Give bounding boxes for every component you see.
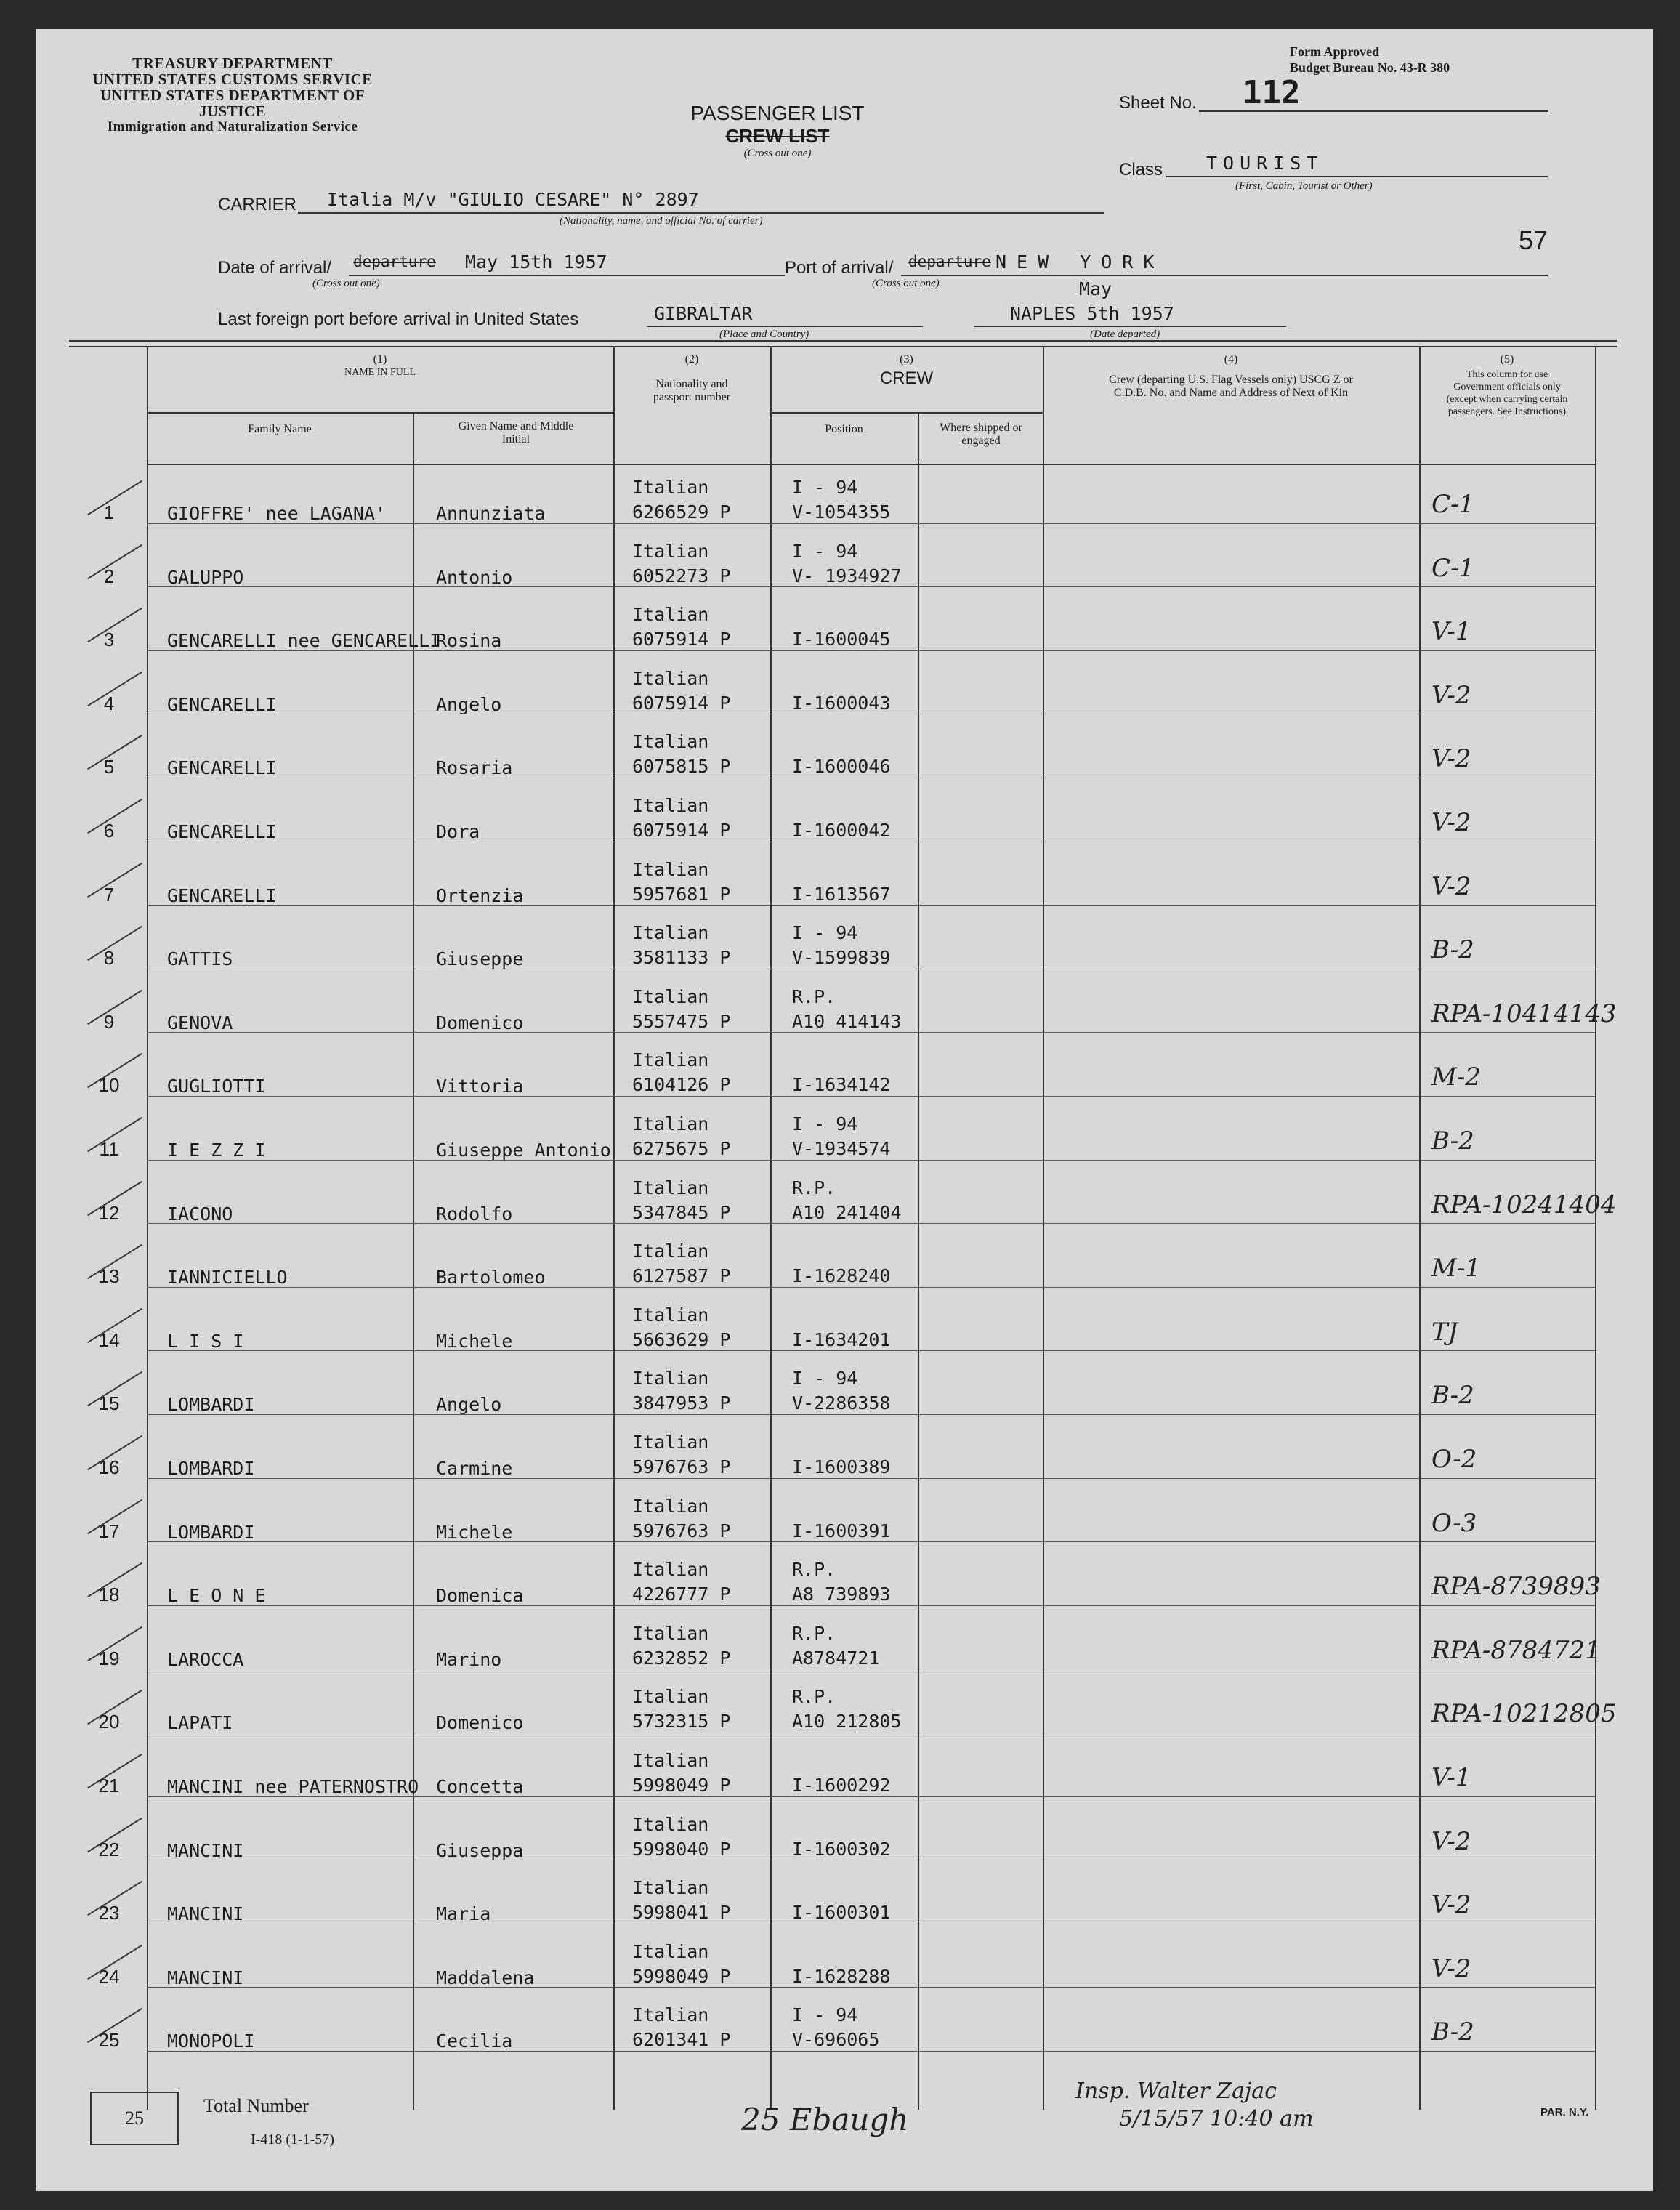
position-line2: A8 739893 — [792, 1584, 891, 1605]
carrier-hint: (Nationality, name, and official No. of carrier) — [560, 215, 763, 227]
inspection-datetime: 5/15/57 10:40 am — [1119, 2106, 1314, 2132]
nationality: Italian — [632, 2004, 709, 2026]
position-line2: I-1613567 — [792, 883, 891, 905]
row-number: 5 — [103, 756, 115, 778]
row-number: 12 — [98, 1201, 120, 1224]
row-number: 21 — [98, 1775, 120, 1796]
nationality: Italian — [632, 985, 709, 1007]
class-hint: (First, Cabin, Tourist or Other) — [1235, 180, 1373, 192]
agency-block — [65, 55, 400, 135]
position-heading: Position — [825, 423, 863, 435]
passport-number: 6075914 P — [632, 629, 731, 650]
date-value: May 15th 1957 — [465, 251, 607, 273]
nationality: Italian — [632, 1813, 709, 1835]
table-row — [36, 1102, 1653, 1166]
family-name: GENCARELLI — [167, 821, 277, 842]
given-name: Antonio — [436, 566, 513, 588]
cross-out-hint-port: (Cross out one) — [872, 278, 940, 289]
passport-number: 6052273 P — [632, 565, 731, 586]
family-name: MANCINI — [167, 1839, 244, 1861]
nationality: Italian — [632, 1495, 709, 1517]
position-line1: I - 94 — [792, 1113, 858, 1134]
passport-number: 5998040 P — [632, 1838, 731, 1860]
agency-line: Immigration and Naturalization Service — [107, 119, 358, 134]
given-name: Bartolomeo — [436, 1267, 546, 1289]
handwritten-count: 25 Ebaugh — [741, 2102, 909, 2137]
position-line2: A10 241404 — [792, 1201, 902, 1223]
col5-heading — [1419, 353, 1595, 418]
official-note: V-2 — [1431, 744, 1471, 774]
class-label: Class — [1119, 160, 1163, 180]
col2-heading — [613, 353, 770, 404]
col3-heading — [770, 353, 1043, 388]
col5-title: This column for use Government officials only (except when carrying certain passengers. See Instructions) — [1446, 369, 1568, 417]
official-note: B-2 — [1431, 1126, 1474, 1156]
given-name: Vittoria — [436, 1076, 524, 1097]
official-note: B-2 — [1431, 935, 1474, 965]
family-name: L I S I — [167, 1330, 244, 1352]
row-number: 1 — [103, 501, 115, 523]
given-name: Cecilia — [436, 2030, 513, 2052]
official-note: V-2 — [1431, 871, 1471, 901]
position-line2: I-1628288 — [792, 1965, 891, 1987]
where-heading: Where shipped or engaged — [940, 422, 1022, 447]
passport-number: 3847953 P — [632, 1392, 731, 1414]
row-number: 3 — [103, 629, 115, 651]
passport-number: 6127587 P — [632, 1265, 731, 1287]
row-number: 9 — [103, 1010, 115, 1033]
row-number: 22 — [98, 1838, 120, 1860]
table-row — [36, 1484, 1653, 1548]
total-label: Total Number — [203, 2095, 309, 2116]
passport-number: 5976763 P — [632, 1520, 731, 1541]
nationality: Italian — [632, 1368, 709, 1390]
form-number: I-418 (1-1-57) — [251, 2132, 334, 2148]
position-line1: I - 94 — [792, 540, 858, 562]
page-title: PASSENGER LIST — [690, 102, 865, 124]
row-number: 11 — [99, 1138, 119, 1160]
col2-number: (2) — [684, 353, 699, 366]
row-number: 4 — [103, 692, 115, 714]
passport-number: 6232852 P — [632, 1647, 731, 1669]
table-row — [36, 529, 1653, 593]
col1-heading — [147, 353, 613, 379]
port-struck: departure — [908, 253, 991, 270]
given-name: Maria — [436, 1903, 491, 1925]
col4-heading — [1043, 353, 1419, 400]
family-name: GENCARELLI — [167, 693, 277, 715]
position-line2: I-1634142 — [792, 1074, 891, 1096]
nationality: Italian — [632, 1177, 709, 1198]
col1-title: NAME IN FULL — [344, 367, 416, 378]
family-name: GATTIS — [167, 948, 233, 970]
row-divider — [147, 1032, 1595, 1033]
sheet-number: 112 — [1243, 74, 1301, 111]
family-name: LAPATI — [167, 1712, 233, 1734]
row-number: 14 — [98, 1328, 120, 1351]
position-line1: R.P. — [792, 1686, 836, 1708]
given-name: Marino — [436, 1648, 502, 1670]
table-row — [36, 1229, 1653, 1293]
passport-number: 5732315 P — [632, 1711, 731, 1733]
passport-number: 6104126 P — [632, 1074, 731, 1096]
given-name: Michele — [436, 1521, 513, 1543]
carrier-value: Italia M/v "GIULIO CESARE" N° 2897 — [327, 189, 699, 210]
official-note: V-2 — [1431, 1953, 1471, 1983]
row-divider — [147, 1605, 1595, 1606]
table-row — [36, 465, 1653, 529]
class-value: TOURIST — [1206, 153, 1324, 174]
passport-number: 6075815 P — [632, 756, 731, 778]
row-number: 24 — [98, 1965, 120, 1988]
family-name: GUGLIOTTI — [167, 1076, 266, 1097]
official-note: RPA-10241404 — [1431, 1190, 1617, 1219]
position-line2: I-1634201 — [792, 1328, 891, 1350]
position-line1: I - 94 — [792, 922, 858, 944]
position-line1: R.P. — [792, 1559, 836, 1581]
family-name: GENCARELLI — [167, 884, 277, 906]
col5-number: (5) — [1500, 353, 1514, 366]
given-name: Dora — [436, 821, 480, 842]
given-name: Giuseppa — [436, 1839, 524, 1861]
family-name: I E Z Z I — [167, 1140, 266, 1161]
family-name: MANCINI — [167, 1903, 244, 1925]
official-note: V-2 — [1431, 680, 1471, 710]
given-name: Domenico — [436, 1712, 524, 1734]
page-number: 57 — [1519, 225, 1548, 255]
nationality: Italian — [632, 1559, 709, 1581]
official-note: C-1 — [1431, 490, 1475, 519]
row-divider — [147, 1160, 1595, 1161]
family-name: GENCARELLI — [167, 757, 277, 779]
passport-number: 5976763 P — [632, 1456, 731, 1477]
family-name: LAROCCA — [167, 1648, 244, 1670]
given-name: Giuseppe — [436, 948, 524, 970]
nationality: Italian — [632, 922, 709, 944]
nationality: Italian — [632, 1304, 709, 1326]
position-line2: V-1599839 — [792, 947, 891, 969]
cross-out-hint-date: (Cross out one) — [312, 278, 380, 289]
form-approved: Form Approved — [1290, 44, 1380, 59]
position-line2: V-1054355 — [792, 501, 891, 523]
table-row — [36, 1866, 1653, 1929]
table-row — [36, 656, 1653, 720]
nationality: Italian — [632, 1686, 709, 1708]
row-divider — [147, 1287, 1595, 1288]
nationality: Italian — [632, 731, 709, 753]
given-name: Angelo — [436, 693, 502, 715]
place-hint: (Place and Country) — [719, 328, 809, 340]
col2-title: Nationality and passport number — [653, 378, 731, 403]
budget-bureau: Budget Bureau No. 43-R 380 — [1290, 60, 1450, 75]
family-name: GIOFFRE' nee LAGANA' — [167, 503, 387, 524]
date-departed-hint: (Date departed) — [1090, 328, 1160, 340]
row-number: 6 — [103, 820, 115, 842]
col4-title: Crew (departing U.S. Flag Vessels only) USCG Z or C.D.B. No. and Name and Address of Next of Kin — [1109, 374, 1353, 399]
official-note: RPA-8739893 — [1431, 1572, 1601, 1602]
family-name: GENCARELLI nee GENCARELLI — [167, 630, 441, 652]
row-number: 25 — [98, 2029, 120, 2052]
official-note: C-1 — [1431, 553, 1475, 583]
family-name: L E O N E — [167, 1585, 266, 1607]
given-name: Maddalena — [436, 1967, 535, 1988]
position-line2: V-696065 — [792, 2029, 880, 2051]
nationality: Italian — [632, 1622, 709, 1644]
row-number: 20 — [98, 1711, 120, 1733]
table-row — [36, 1738, 1653, 1802]
last-port-label: Last foreign port before arrival in United States — [218, 310, 579, 329]
table-row — [36, 1547, 1653, 1611]
agency-line: UNITED STATES CUSTOMS SERVICE — [92, 70, 373, 88]
passport-number: 6275675 P — [632, 1138, 731, 1159]
passport-number: 5998041 P — [632, 1902, 731, 1924]
agency-line: TREASURY DEPARTMENT — [132, 55, 333, 72]
row-number: 2 — [103, 565, 115, 587]
row-number: 16 — [98, 1456, 120, 1478]
row-divider — [147, 523, 1595, 524]
row-divider — [147, 1414, 1595, 1415]
position-line2: I-1600389 — [792, 1456, 891, 1477]
struck-title: CREW LIST — [725, 125, 830, 147]
given-heading: Given Name and Middle Initial — [458, 420, 574, 445]
official-note: TJ — [1431, 1317, 1458, 1347]
row-number: 7 — [103, 883, 115, 906]
nationality: Italian — [632, 1049, 709, 1071]
position-line2: I-1600391 — [792, 1520, 891, 1541]
table-row — [36, 975, 1653, 1039]
given-name: Annunziata — [436, 503, 546, 524]
given-name: Giuseppe Antonio — [436, 1140, 611, 1161]
nationality: Italian — [632, 1432, 709, 1453]
passport-number: 5998049 P — [632, 1775, 731, 1796]
position-line2: I-1628240 — [792, 1265, 891, 1287]
family-name: GENOVA — [167, 1012, 233, 1033]
official-note: V-2 — [1431, 1826, 1471, 1856]
table-row — [36, 1611, 1653, 1675]
table-row — [36, 1929, 1653, 1993]
official-note: V-1 — [1431, 617, 1471, 647]
carrier-label: CARRIER — [218, 195, 297, 214]
official-note: V-1 — [1431, 1763, 1471, 1792]
row-number: 23 — [98, 1902, 120, 1924]
cross-out-hint: (Cross out one) — [743, 148, 812, 159]
passenger-list-sheet — [36, 29, 1653, 2191]
nationality: Italian — [632, 667, 709, 689]
passport-number: 5557475 P — [632, 1010, 731, 1032]
table-row — [36, 1293, 1653, 1357]
row-number: 10 — [98, 1074, 120, 1097]
table-row — [36, 1038, 1653, 1102]
position-line1: I - 94 — [792, 1368, 858, 1390]
passport-number: 6201341 P — [632, 2029, 731, 2051]
position-line2: V- 1934927 — [792, 565, 902, 586]
table-row — [36, 1802, 1653, 1866]
position-line2: I-1600046 — [792, 756, 891, 778]
table-row — [36, 1166, 1653, 1230]
official-note: RPA-10212805 — [1431, 1699, 1617, 1729]
row-divider — [147, 1350, 1595, 1351]
family-name: IACONO — [167, 1203, 233, 1225]
family-name: LOMBARDI — [167, 1458, 255, 1479]
port-label: Port of arrival/ — [785, 258, 894, 278]
official-note: M-2 — [1431, 1062, 1481, 1092]
family-name: MONOPOLI — [167, 2030, 255, 2052]
nationality: Italian — [632, 1241, 709, 1262]
position-line1: I - 94 — [792, 477, 858, 498]
passport-number: 3581133 P — [632, 947, 731, 969]
col1-number: (1) — [373, 353, 387, 366]
row-number: 17 — [98, 1520, 120, 1542]
official-note: V-2 — [1431, 1890, 1471, 1920]
date-struck: departure — [353, 253, 436, 270]
official-note: B-2 — [1431, 1381, 1474, 1411]
table-row — [36, 911, 1653, 975]
table-row — [36, 1420, 1653, 1484]
row-divider — [147, 905, 1595, 906]
given-name: Rosina — [436, 630, 502, 652]
row-divider — [147, 1096, 1595, 1097]
nationality: Italian — [632, 795, 709, 816]
passport-number: 6075914 P — [632, 820, 731, 841]
family-name: MANCINI nee PATERNOSTRO — [167, 1776, 419, 1797]
position-line2: A8784721 — [792, 1647, 880, 1669]
row-divider — [147, 586, 1595, 587]
official-note: V-2 — [1431, 808, 1471, 837]
row-divider — [147, 1796, 1595, 1797]
passport-number: 4226777 P — [632, 1584, 731, 1605]
nationality: Italian — [632, 1750, 709, 1771]
table-row — [36, 847, 1653, 911]
position-line2: V-1934574 — [792, 1138, 891, 1159]
printer-mark: PAR. N.Y. — [1540, 2106, 1589, 2118]
row-divider — [147, 2051, 1595, 2052]
table-row — [36, 1993, 1653, 2057]
given-name: Rosaria — [436, 757, 513, 779]
nationality: Italian — [632, 477, 709, 498]
given-name: Rodolfo — [436, 1203, 513, 1225]
family-name: GALUPPO — [167, 566, 244, 588]
given-name: Concetta — [436, 1776, 524, 1797]
position-line1: R.P. — [792, 1622, 836, 1644]
col3-number: (3) — [900, 353, 913, 366]
position-line1: R.P. — [792, 1177, 836, 1198]
total-number: 25 — [125, 2108, 144, 2129]
nationality: Italian — [632, 1877, 709, 1899]
given-name: Angelo — [436, 1394, 502, 1416]
total-box — [90, 2092, 179, 2145]
row-number: 15 — [98, 1392, 120, 1415]
passport-number: 5998049 P — [632, 1965, 731, 1987]
official-note: O-2 — [1431, 1445, 1477, 1474]
position-line2: I-1600045 — [792, 629, 891, 650]
position-line2: I-1600292 — [792, 1775, 891, 1796]
official-note: M-1 — [1431, 1254, 1481, 1283]
nationality: Italian — [632, 1940, 709, 1962]
position-line2: A10 414143 — [792, 1010, 902, 1032]
position-line1: I - 94 — [792, 2004, 858, 2026]
position-line2: I-1600302 — [792, 1838, 891, 1860]
family-heading: Family Name — [248, 423, 312, 435]
family-name: MANCINI — [167, 1967, 244, 1988]
family-name: IANNICIELLO — [167, 1267, 288, 1289]
position-line2: I-1600301 — [792, 1902, 891, 1924]
col4-number: (4) — [1224, 353, 1238, 366]
passport-number: 5663629 P — [632, 1328, 731, 1350]
col3-title: CREW — [879, 368, 934, 388]
position-line1: R.P. — [792, 985, 836, 1007]
table-row — [36, 592, 1653, 656]
last-port-value: GIBRALTAR — [654, 303, 753, 324]
sheet-label: Sheet No. — [1119, 93, 1197, 113]
nationality: Italian — [632, 858, 709, 880]
table-row — [36, 1674, 1653, 1738]
row-divider — [147, 1987, 1595, 1988]
row-number: 18 — [98, 1584, 120, 1606]
agency-line: UNITED STATES DEPARTMENT OF JUSTICE — [100, 86, 366, 120]
row-divider — [147, 1541, 1595, 1542]
nationality: Italian — [632, 1113, 709, 1134]
given-name: Carmine — [436, 1458, 513, 1479]
form-approved-block — [1290, 44, 1450, 76]
passport-number: 6075914 P — [632, 692, 731, 714]
table-row — [36, 783, 1653, 847]
nationality: Italian — [632, 540, 709, 562]
row-number: 8 — [103, 947, 115, 969]
row-divider — [147, 1223, 1595, 1224]
given-name: Domenica — [436, 1585, 524, 1607]
nationality: Italian — [632, 604, 709, 626]
row-divider — [147, 1478, 1595, 1479]
date-departed-month: May — [1079, 278, 1112, 299]
official-note: B-2 — [1431, 2017, 1474, 2047]
official-note: O-3 — [1431, 1508, 1477, 1538]
passport-number: 6266529 P — [632, 501, 731, 523]
position-line2: I-1600042 — [792, 820, 891, 841]
position-line2: V-2286358 — [792, 1392, 891, 1414]
official-note: RPA-8784721 — [1431, 1635, 1601, 1665]
inspector-signature: Insp. Walter Zajac — [1075, 2078, 1277, 2104]
row-number: 13 — [98, 1265, 120, 1288]
family-name: LOMBARDI — [167, 1394, 255, 1416]
row-divider — [147, 650, 1595, 651]
official-note: RPA-10414143 — [1431, 999, 1617, 1028]
date-departed-value: NAPLES 5th 1957 — [1010, 303, 1174, 324]
position-line2: I-1600043 — [792, 692, 891, 714]
passport-number: 5957681 P — [632, 883, 731, 905]
table-row — [36, 1356, 1653, 1420]
position-line2: A10 212805 — [792, 1711, 902, 1733]
title-block — [669, 102, 887, 160]
row-number: 19 — [98, 1647, 120, 1669]
date-label: Date of arrival/ — [218, 258, 332, 278]
port-value: NEW YORK — [996, 251, 1165, 273]
given-name: Domenico — [436, 1012, 524, 1033]
family-name: LOMBARDI — [167, 1521, 255, 1543]
given-name: Ortenzia — [436, 884, 524, 906]
given-name: Michele — [436, 1330, 513, 1352]
passport-number: 5347845 P — [632, 1201, 731, 1223]
table-row — [36, 719, 1653, 783]
